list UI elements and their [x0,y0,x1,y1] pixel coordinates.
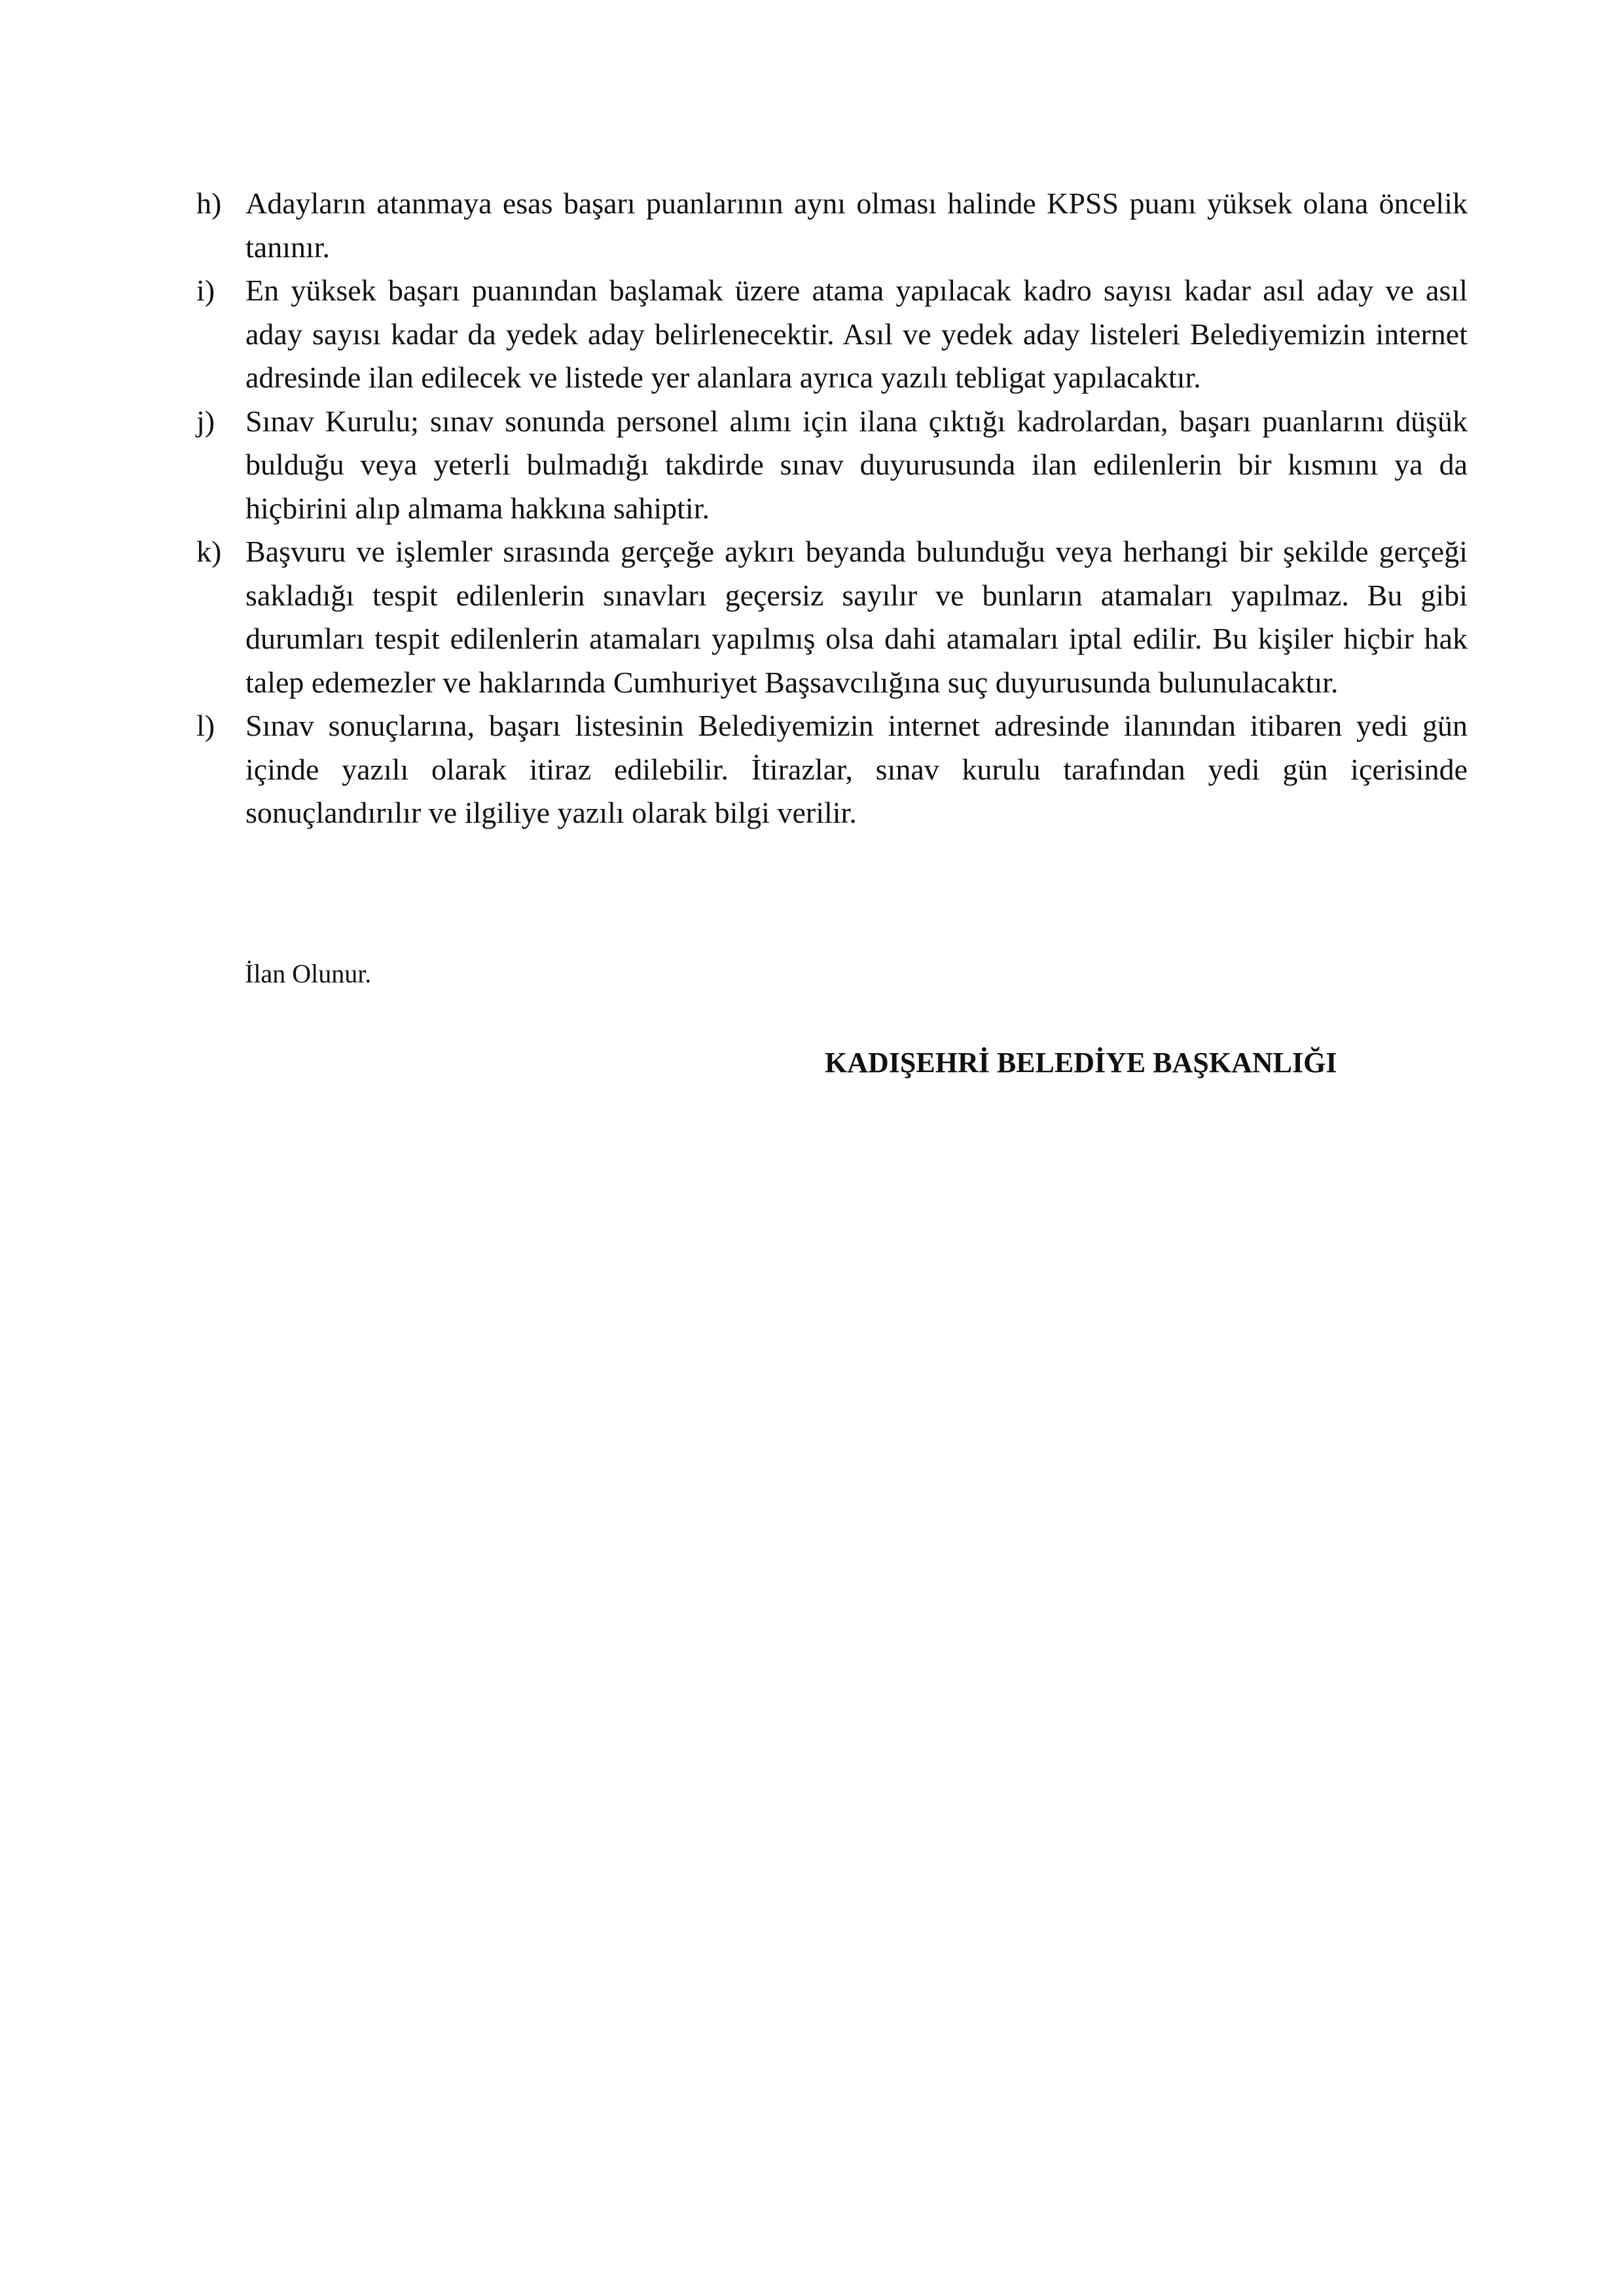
list-item-marker: i) [196,274,215,307]
list-item-text: Adayların atanmaya esas başarı puanlarının aynı olması halinde KPSS puanı yüksek olana öncelik tanınır. [245,187,1468,264]
list-item-marker: j) [196,404,215,438]
list-item [196,530,1468,704]
list-item-text: Başvuru ve işlemler sırasında gerçeğe aykırı beyanda bulunduğu veya herhangi bir şekilde gerçeği sakladığı tespit edilenlerin sınavları geçersiz sayılır ve bunların atamaları yapılmaz. Bu gibi durumları tespit edilenlerin atamaları yapılmış olsa dahi atamaları iptal edilir. Bu kişiler hiçbir hak talep edemezler ve haklarında Cumhuriyet Başsavcılığına suç duyurusunda bulunulacaktır. [245,535,1468,699]
list-item-marker: h) [196,187,222,220]
closing-text: İlan Olunur. [245,959,372,988]
list-item [196,400,1468,531]
document-body [196,182,1468,835]
list-item-text: Sınav Kurulu; sınav sonunda personel alımı için ilana çıktığı kadrolardan, başarı puanlarını düşük bulduğu veya yeterli bulmadığı takdirde sınav duyurusunda ilan edilenlerin bir kısmını ya da hiçbirini alıp almama hakkına sahiptir. [245,404,1468,525]
list-item-marker: l) [196,709,215,742]
list-item-marker: k) [196,535,222,568]
list-item-text: En yüksek başarı puanından başlamak üzere atama yapılacak kadro sayısı kadar asıl aday ve asıl aday sayısı kadar da yedek aday belirlenecektir. Asıl ve yedek aday listeleri Belediyemizin internet adresinde ilan edilecek ve listede yer alanlara ayrıca yazılı tebligat yapılacaktır. [245,274,1468,394]
conditions-list [196,182,1468,835]
list-item [196,704,1468,835]
list-item-text: Sınav sonuçlarına, başarı listesinin Belediyemizin internet adresinde ilanından itibaren yedi gün içinde yazılı olarak itiraz edilebilir. İtirazlar, sınav kurulu tarafından yedi gün içerisinde sonuçlandırılır ve ilgiliye yazılı olarak bilgi verilir. [245,709,1468,829]
list-item [196,182,1468,269]
issuer-signature: KADIŞEHRİ BELEDİYE BAŞKANLIĞI [825,1047,1337,1079]
list-item [196,269,1468,400]
